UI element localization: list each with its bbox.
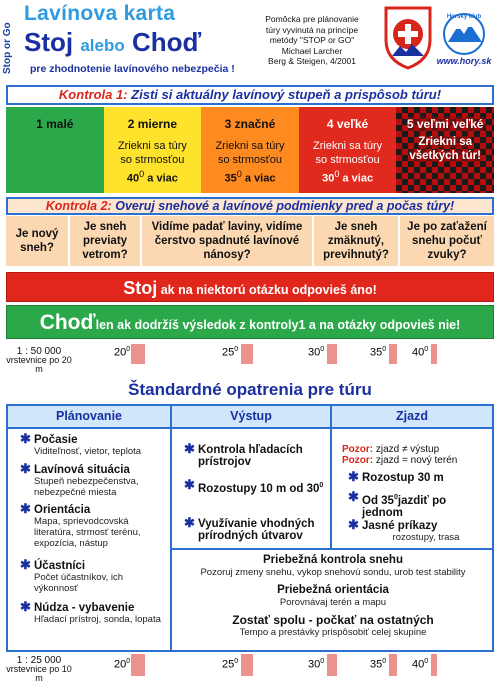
tick-label-40: $40^0$ [412, 658, 429, 671]
degree-symbol: 0 [236, 169, 242, 179]
kontrola1-header [6, 85, 494, 105]
planning-item-detail: Stupeň nebezpečenstva, nebezpečné miesta [34, 476, 139, 498]
continuous-snow-check [174, 554, 492, 578]
continuous-title: Priebežná orientácia [277, 584, 389, 596]
ascent-item-transceivers [184, 441, 326, 468]
scale-ratio [4, 656, 74, 683]
tick-label-25: $25^0$ [222, 346, 239, 359]
hory-sk-logo [434, 12, 494, 68]
danger-level-name: 1 malé [36, 117, 74, 131]
planning-item-detail: Hľadací prístroj, sonda, lopata [34, 614, 161, 625]
tick-label-20: $20^0$ [114, 346, 131, 359]
ruler-labels [80, 345, 500, 361]
column-header-descent: Zjazd [332, 406, 492, 429]
planning-item-weather [20, 431, 166, 457]
standard-measures-title: Štandardné opatrenia pre túru [128, 380, 372, 399]
planning-item-detail: Viditeľnosť, vietor, teplota [34, 446, 142, 457]
stop-rule [6, 272, 494, 302]
kontrola2-header [6, 197, 494, 215]
continuous-detail: Porovnávaj terén a mapu [279, 597, 387, 608]
star-bullet-icon: ✱ [20, 431, 31, 446]
descent-item-title: Rozostup 30 m [362, 472, 444, 484]
star-bullet-icon: ✱ [20, 461, 31, 476]
danger-level-3 [201, 107, 299, 193]
column-divider [170, 406, 172, 650]
warning-label: Pozor: [342, 455, 374, 466]
tick-label-25: $25^0$ [222, 658, 239, 671]
planning-item-participants [20, 557, 166, 594]
tick-label-40: $40^0$ [412, 346, 429, 359]
credit-line: Michael Larcher [281, 45, 343, 56]
stop-rule-text: ak na niektorú otázku odpovieš áno! [160, 283, 377, 297]
continuous-stay-together [174, 614, 492, 638]
planning-item-detail: Počet účastníkov, ich výkonnosť [34, 572, 124, 594]
kontrola1-label: Kontrola 1: [58, 87, 128, 102]
planning-item-title: Účastníci [34, 560, 86, 572]
column-header-planning: Plánovanie [8, 406, 170, 429]
stop-rule-title: Stoj [123, 278, 158, 298]
ascent-item-spacing [184, 477, 326, 495]
ascent-item-title: Kontrola hľadacích prístrojov [198, 444, 303, 468]
danger-levels [6, 107, 494, 193]
star-bullet-icon: ✱ [348, 469, 359, 484]
mountain-rescue-seal-icon [382, 4, 434, 70]
planning-item-detail: Mapa, sprievodcovská literatúra, strmosť terénu, expozícia, nástup [34, 516, 141, 549]
planning-item-title: Počasie [34, 434, 78, 446]
descent-item-title-cont: jazdiť po jednom [362, 494, 447, 519]
warning-text: zjazd = nový terén [375, 455, 458, 466]
planning-item-title: Núdza - vybavenie [34, 602, 135, 614]
descent-warnings [342, 444, 490, 466]
tick-label-20: $20^0$ [114, 658, 131, 671]
card-subtitle: pre zhodnotenie lavínového nebezpečia ! [30, 63, 235, 75]
scale-note: vrstevnice po 10 m [6, 664, 72, 683]
tick-label-30: $30^0$ [308, 346, 325, 359]
planning-item-title: Lavínová situácia [34, 464, 130, 476]
descent-item-one-by-one [348, 489, 490, 519]
planning-item-orientation [20, 501, 166, 549]
continuous-orientation [174, 584, 492, 608]
danger-level-advice: všetkých túr! [409, 150, 481, 162]
star-bullet-icon: ✱ [184, 477, 195, 492]
go-rule-text: len ak dodržíš výsledok z kontroly1 a na otázky odpovieš nie! [95, 318, 461, 332]
danger-level-name: 5 veľmi veľké [406, 117, 484, 131]
star-bullet-icon: ✱ [184, 515, 195, 530]
slope-tail: a viac [147, 172, 178, 185]
slope-degree: 40 [126, 172, 140, 185]
danger-level-advice: Zriekni sa túry [117, 140, 187, 152]
scale-note: vrstevnice po 20 m [6, 355, 72, 374]
danger-level-4 [299, 107, 397, 193]
logo-text: Horský klub [446, 14, 482, 20]
danger-level-advice: Zriekni sa túry [313, 140, 383, 152]
tick-label-35: $35^0$ [370, 658, 387, 671]
continuous-title: Priebežná kontrola snehu [263, 554, 403, 566]
star-bullet-icon: ✱ [20, 557, 31, 572]
credit-line: Berg & Steigen, 4/2001 [268, 56, 356, 66]
column-divider [330, 406, 332, 548]
danger-level-name: 2 mierne [127, 117, 178, 131]
descent-item-commands [348, 517, 490, 543]
title-chod: Choď [131, 27, 202, 57]
tick-label-35: $35^0$ [370, 346, 387, 359]
scale-ratio-text: 1 : 25 000 [16, 655, 62, 666]
star-bullet-icon: ✱ [20, 501, 31, 516]
title-alebo: alebo [80, 36, 125, 55]
kontrola2-label: Kontrola 2: [45, 199, 112, 213]
danger-level-advice: Zriekni sa túry [215, 140, 285, 152]
degree-symbol: 0 [393, 494, 398, 501]
column-header-ascent: Výstup [172, 406, 330, 429]
credits [248, 14, 376, 67]
degree-symbol: 0 [139, 169, 145, 179]
degree-symbol: 0 [319, 482, 324, 489]
danger-level-name: 4 veľké [326, 117, 369, 131]
planning-item-emergency [20, 599, 166, 625]
danger-level-2 [104, 107, 202, 193]
star-bullet-icon: ✱ [348, 517, 359, 532]
ascent-item-title: Rozostupy 10 m od 30 [198, 482, 320, 495]
planning-item-avalanche [20, 461, 166, 498]
go-rule [6, 305, 494, 339]
continuous-title: Zostať spolu - počkať na ostatných [232, 613, 434, 627]
question-new-snow: Je nový sneh? [6, 216, 68, 266]
slope-tail: a viac [244, 172, 276, 185]
credit-line: túry vyvinutá na princípe [265, 24, 359, 35]
question-avalanches: Vidíme padať laviny, vidíme čerstvo spadnuté lavínové nánosy? [142, 216, 312, 266]
descent-item-title: Od 35 [362, 494, 394, 507]
star-bullet-icon: ✱ [184, 441, 195, 456]
slope-degree: 35 [224, 172, 237, 185]
star-bullet-icon: ✱ [348, 489, 359, 504]
continuous-detail: Pozoruj zmeny snehu, vykop snehovú sondu, urob test stability [200, 567, 466, 578]
warning-label: Pozor: [342, 444, 374, 455]
danger-level-name: 3 značné [224, 117, 276, 131]
degree-symbol: 0 [334, 169, 340, 179]
stop-or-go-side-label: Stop or Go [2, 22, 13, 74]
card-title: Lavínova karta [24, 2, 176, 25]
logo-url: www.hory.sk [436, 56, 492, 66]
ascent-item-title: Využívanie vhodných prírodných útvarov [198, 518, 315, 542]
kontrola2-text: Overuj snehové a lavínové podmienky pred a počas túry! [115, 199, 455, 213]
card-title-stoj-chod [24, 27, 201, 58]
tick-label-30: $30^0$ [308, 658, 325, 671]
continuous-detail: Tempo a prestávky prispôsobiť celej skupine [239, 627, 427, 638]
slope-degree: 30 [322, 172, 335, 185]
snow-questions [6, 216, 494, 266]
descent-item-detail: rozostupy, trasa [392, 532, 460, 543]
title-stoj: Stoj [24, 27, 74, 57]
warning-text: zjazd ≠ výstup [375, 444, 440, 455]
scale-ratio [4, 347, 74, 374]
question-sounds: Je po zaťažení snehu počuť zvuky? [400, 216, 494, 266]
scale-ratio-text: 1 : 50 000 [16, 346, 62, 357]
descent-item-title: Jasné príkazy [362, 520, 438, 532]
danger-level-advice: so strmosťou [217, 154, 282, 166]
ruler-labels [80, 657, 500, 673]
danger-level-advice: Zriekni sa [418, 136, 473, 148]
kontrola1-text: Zisti si aktuálny lavínový stupeň a prispôsob túru! [131, 87, 442, 102]
danger-level-5 [396, 107, 494, 193]
ascent-item-terrain [184, 515, 326, 542]
question-soft-snow: Je sneh zmäknutý, previhnutý? [314, 216, 398, 266]
credit-line: metódy "STOP or GO" [269, 35, 355, 45]
danger-level-advice: so strmosťou [315, 154, 380, 166]
credit-line: Pomôcka pre plánovanie [265, 14, 359, 24]
star-bullet-icon: ✱ [20, 599, 31, 614]
planning-item-title: Orientácia [34, 504, 91, 516]
slope-tail: a viac [342, 172, 374, 185]
measures-table [6, 404, 494, 652]
descent-item-spacing [348, 469, 490, 484]
go-rule-title: Choď [39, 311, 96, 334]
danger-level-advice: so strmosťou [120, 154, 185, 166]
danger-level-1 [6, 107, 104, 193]
row-divider [172, 548, 492, 550]
question-wind-drift: Je sneh previaty vetrom? [70, 216, 140, 266]
